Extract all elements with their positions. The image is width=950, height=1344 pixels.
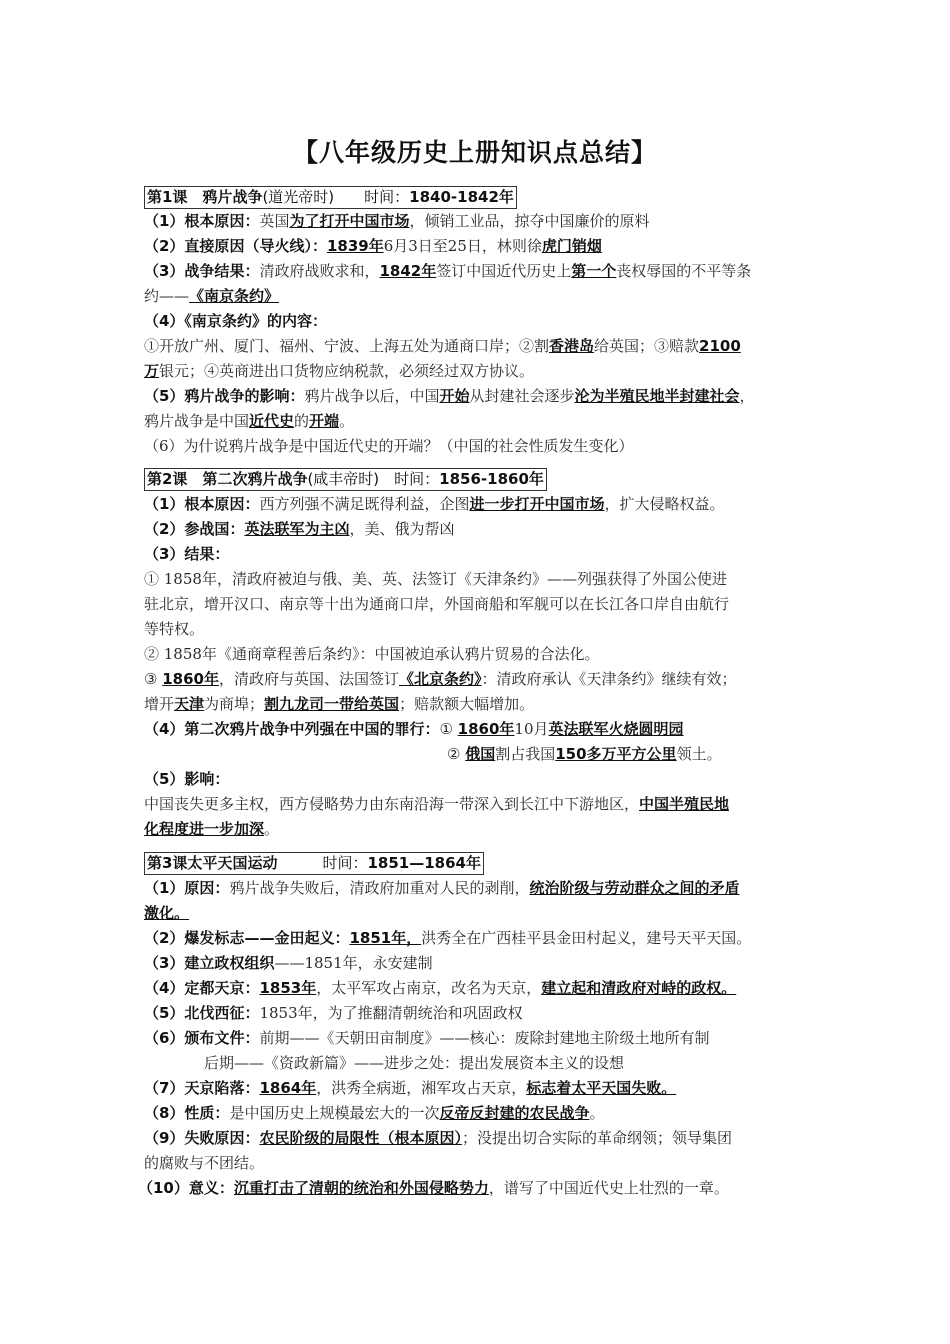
lesson-3-name: 第3课太平天国运动 xyxy=(147,854,278,872)
lesson-1-line-7: （6）为什说鸦片战争是中国近代史的开端？（中国的社会性质发生变化） xyxy=(144,437,634,455)
lesson-3-line-1: （1）原因：鸦片战争失败后，清政府加重对人民的剥削，统治阶级与劳动群众之间的矛盾 xyxy=(144,879,740,897)
page-title: 【八年级历史上册知识点总结】 xyxy=(292,138,657,167)
lesson-1-line-3b: 约——《南京条约》 xyxy=(144,287,280,305)
lesson-2-line-14: 化程度进一步加深。 xyxy=(144,820,280,838)
lesson-1-line-1: （1）根本原因：英国为了打开中国市场，倾销工业品，掠夺中国廉价的原料 xyxy=(144,212,650,230)
lesson-2-line-8: ③ 1860年，清政府与英国、法国签订《北京条约》：清政府承认《天津条约》继续有效； xyxy=(144,670,737,688)
lesson-2-line-5: 驻北京，增开汉口、南京等十出为通商口岸，外国商船和军舰可以在长江各口岸自由航行 xyxy=(144,595,730,613)
lesson-3-line-10: （9）失败原因：农民阶级的局限性（根本原因）；没提出切合实际的革命纲领；领导集团 xyxy=(144,1129,732,1147)
lesson-2-line-12: （5）影响： xyxy=(144,770,230,788)
lesson-3-line-11: （10）意义：沉重打击了清朝的统治和外国侵略势力，谱写了中国近代史上壮烈的一章。 xyxy=(138,1179,729,1197)
lesson-2-line-7: ② 1858年《通商章程善后条约》：中国被迫承认鸦片贸易的合法化。 xyxy=(144,645,600,663)
lesson-2-line-10: （4）第二次鸦片战争中列强在中国的罪行：① 1860年10月英法联军火烧圆明园 xyxy=(144,720,684,738)
lesson-2-line-4: ① 1858年，清政府被迫与俄、美、英、法签订《天津条约》——列强获得了外国公使进 xyxy=(144,570,727,588)
lesson-2-line-3: （3）结果： xyxy=(144,545,230,563)
lesson-1-line-6: （5）鸦片战争的影响：鸦片战争以后，中国开始从封建社会逐步沦为半殖民地半封建社会， xyxy=(144,387,755,405)
lesson-3-line-2: （2）爆发标志——金田起义：1851年，洪秀全在广西桂平县金田村起义，建号天平天国。 xyxy=(144,929,752,947)
lesson-2-line-2: （2）参战国：英法联军为主凶，美、俄为帮凶 xyxy=(144,520,455,538)
lesson-3-line-9: （8）性质：是中国历史上规模最宏大的一次反帝反封建的农民战争。 xyxy=(144,1104,605,1122)
lesson-2-line-6: 等特权。 xyxy=(144,620,205,638)
lesson-2-line-11: ② 俄国割占我国150多万平方公里领土。 xyxy=(447,745,722,763)
lesson-3-line-6: （6）颁布文件：前期——《天朝田亩制度》——核心：废除封建地主阶级土地所有制 xyxy=(144,1029,710,1047)
lesson-2-years: 1856-1860年 xyxy=(439,470,544,488)
lesson-3-line-3: （3）建立政权组织——1851年，永安建制 xyxy=(144,954,433,972)
lesson-1-name: 第1课 鸦片战争 xyxy=(147,188,263,206)
lesson-3-years: 1851—1864年 xyxy=(367,854,481,872)
lesson-1-line-6b: 鸦片战争是中国近代史的开端。 xyxy=(144,412,355,430)
lesson-1-line-5: ①开放广州、厦门、福州、宁波、上海五处为通商口岸；②割香港岛给英国；③赔款2100 xyxy=(144,337,741,355)
lesson-3-line-10b: 的腐败与不团结。 xyxy=(144,1154,265,1172)
lesson-2-line-13: 中国丧失更多主权，西方侵略势力由东南沿海一带深入到长江中下游地区，中国半殖民地 xyxy=(144,795,730,813)
lesson-2-name: 第2课 第二次鸦片战争 xyxy=(147,470,308,488)
lesson-3-line-1b: 激化。 xyxy=(144,904,190,922)
lesson-1-line-4: （4）《南京条约》的内容： xyxy=(144,312,327,330)
lesson-2-line-9: 增开天津为商埠；割九龙司一带给英国；赔款额大幅增加。 xyxy=(144,695,535,713)
lesson-1-line-2: （2）直接原因（导火线）：1839年6月3日至25日，林则徐虎门销烟 xyxy=(144,237,602,255)
lesson-2-header xyxy=(144,468,547,491)
lesson-3-line-8: （7）天京陷落：1864年，洪秀全病逝，湘军攻占天京，标志着太平天国失败。 xyxy=(144,1079,677,1097)
lesson-1-era: (道光帝时) 时间： xyxy=(262,188,410,206)
lesson-3-header: 第3课太平天国运动 时间：1851—1864年 xyxy=(144,852,484,875)
lesson-2-era: (咸丰帝时) 时间： xyxy=(307,470,440,488)
lesson-2-line-1: （1）根本原因：西方列强不满足既得利益，企图进一步打开中国市场，扩大侵略权益。 xyxy=(144,495,725,513)
lesson-3-line-7: 后期——《资政新篇》——进步之处：提出发展资本主义的设想 xyxy=(204,1054,625,1072)
lesson-1-header xyxy=(144,186,517,209)
lesson-3-line-4: （4）定都天京：1853年，太平军攻占南京，改名为天京，建立起和清政府对峙的政权。 xyxy=(144,979,737,997)
lesson-1-years: 1840-1842年 xyxy=(409,188,514,206)
lesson-3-line-5: （5）北伐西征：1853年，为了推翻清朝统治和巩固政权 xyxy=(144,1004,523,1022)
lesson-1-line-3: （3）战争结果：清政府战败求和，1842年签订中国近代历史上第一个丧权辱国的不平等条 xyxy=(144,262,752,280)
lesson-1-line-5b: 万银元；④英商进出口货物应纳税款，必须经过双方协议。 xyxy=(144,362,535,380)
